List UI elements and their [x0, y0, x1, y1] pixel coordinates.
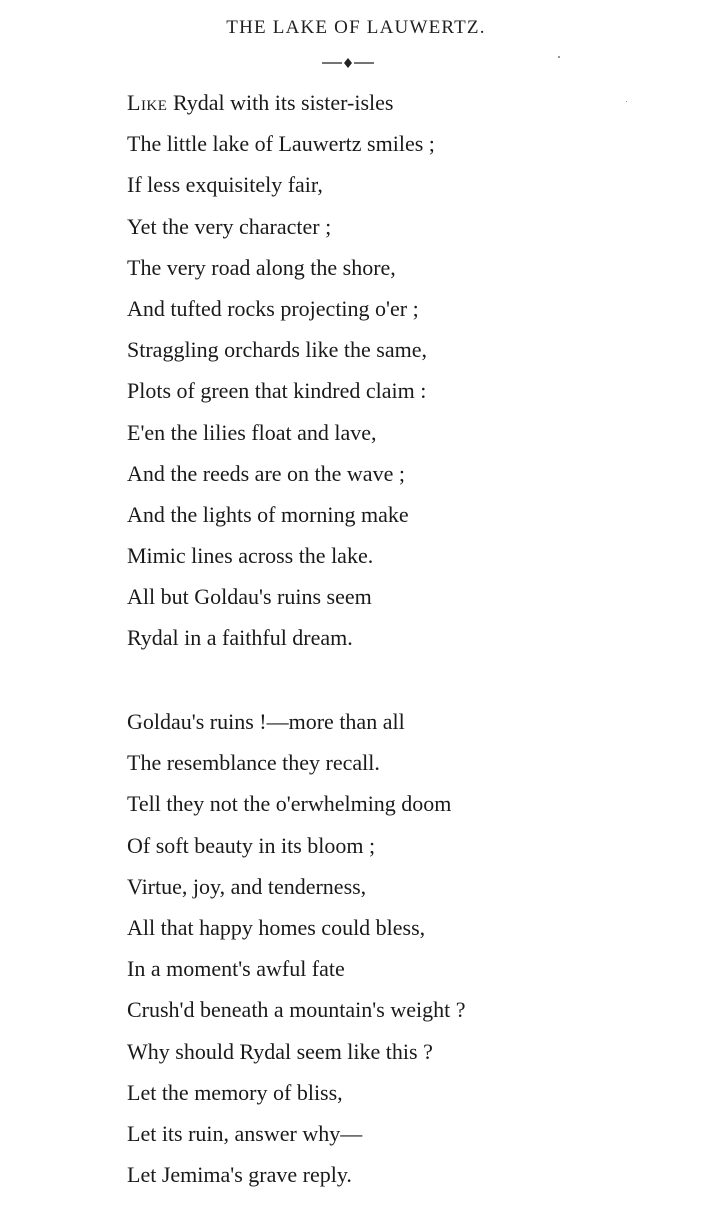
paper-speck: [626, 101, 627, 102]
poem-line: Of soft beauty in its bloom ;: [127, 832, 376, 858]
poem-line: Virtue, joy, and tenderness,: [127, 873, 367, 899]
poem-line: Yet the very character ;: [127, 213, 332, 239]
poem-line: Mimic lines across the lake.: [127, 543, 374, 569]
poem-line-1: [127, 86, 435, 127]
poem-line: All but Goldau's ruins seem: [127, 584, 372, 610]
poem-line: The little lake of Lauwertz smiles ;: [127, 131, 435, 157]
poem-line: The resemblance they recall.: [127, 750, 380, 776]
poem-line: The very road along the shore,: [127, 254, 396, 280]
poem-line: Rydal in a faithful dream.: [127, 625, 353, 651]
poem-line: In a moment's awful fate: [127, 956, 345, 982]
stanza-2: [127, 705, 465, 1199]
paper-speck: [558, 56, 560, 58]
poem-line: Goldau's ruins !—more than all: [127, 709, 405, 734]
poem-line: All that happy homes could bless,: [127, 914, 426, 940]
poem-line: Let its ruin, answer why—: [127, 1120, 363, 1146]
poem-line: Tell they not the o'erwhelming doom: [127, 791, 452, 817]
ornament-divider: [318, 55, 378, 71]
poem-line: Let Jemima's grave reply.: [127, 1162, 352, 1188]
poem-line: If less exquisitely fair,: [127, 172, 323, 198]
poem-line: Straggling orchards like the same,: [127, 337, 427, 363]
first-word-smallcaps: Like: [127, 90, 168, 115]
first-line-rest: Rydal with its sister-isles: [167, 90, 394, 115]
poem-line: And tufted rocks projecting o'er ;: [127, 295, 419, 321]
poem-line: E'en the lilies float and lave,: [127, 419, 377, 445]
poem-line: And the lights of morning make: [127, 501, 409, 527]
poem-line: Why should Rydal seem like this ?: [127, 1038, 433, 1064]
poem-line: Crush'd beneath a mountain's weight ?: [127, 997, 466, 1023]
poem-line: Let the memory of bliss,: [127, 1079, 343, 1105]
stanza-1: [127, 86, 435, 663]
poem-line: And the reeds are on the wave ;: [127, 460, 405, 486]
poem-title: THE LAKE OF LAUWERTZ.: [226, 17, 486, 38]
ornament-diamond: [344, 58, 352, 68]
poem-line: Plots of green that kindred claim :: [127, 378, 427, 404]
